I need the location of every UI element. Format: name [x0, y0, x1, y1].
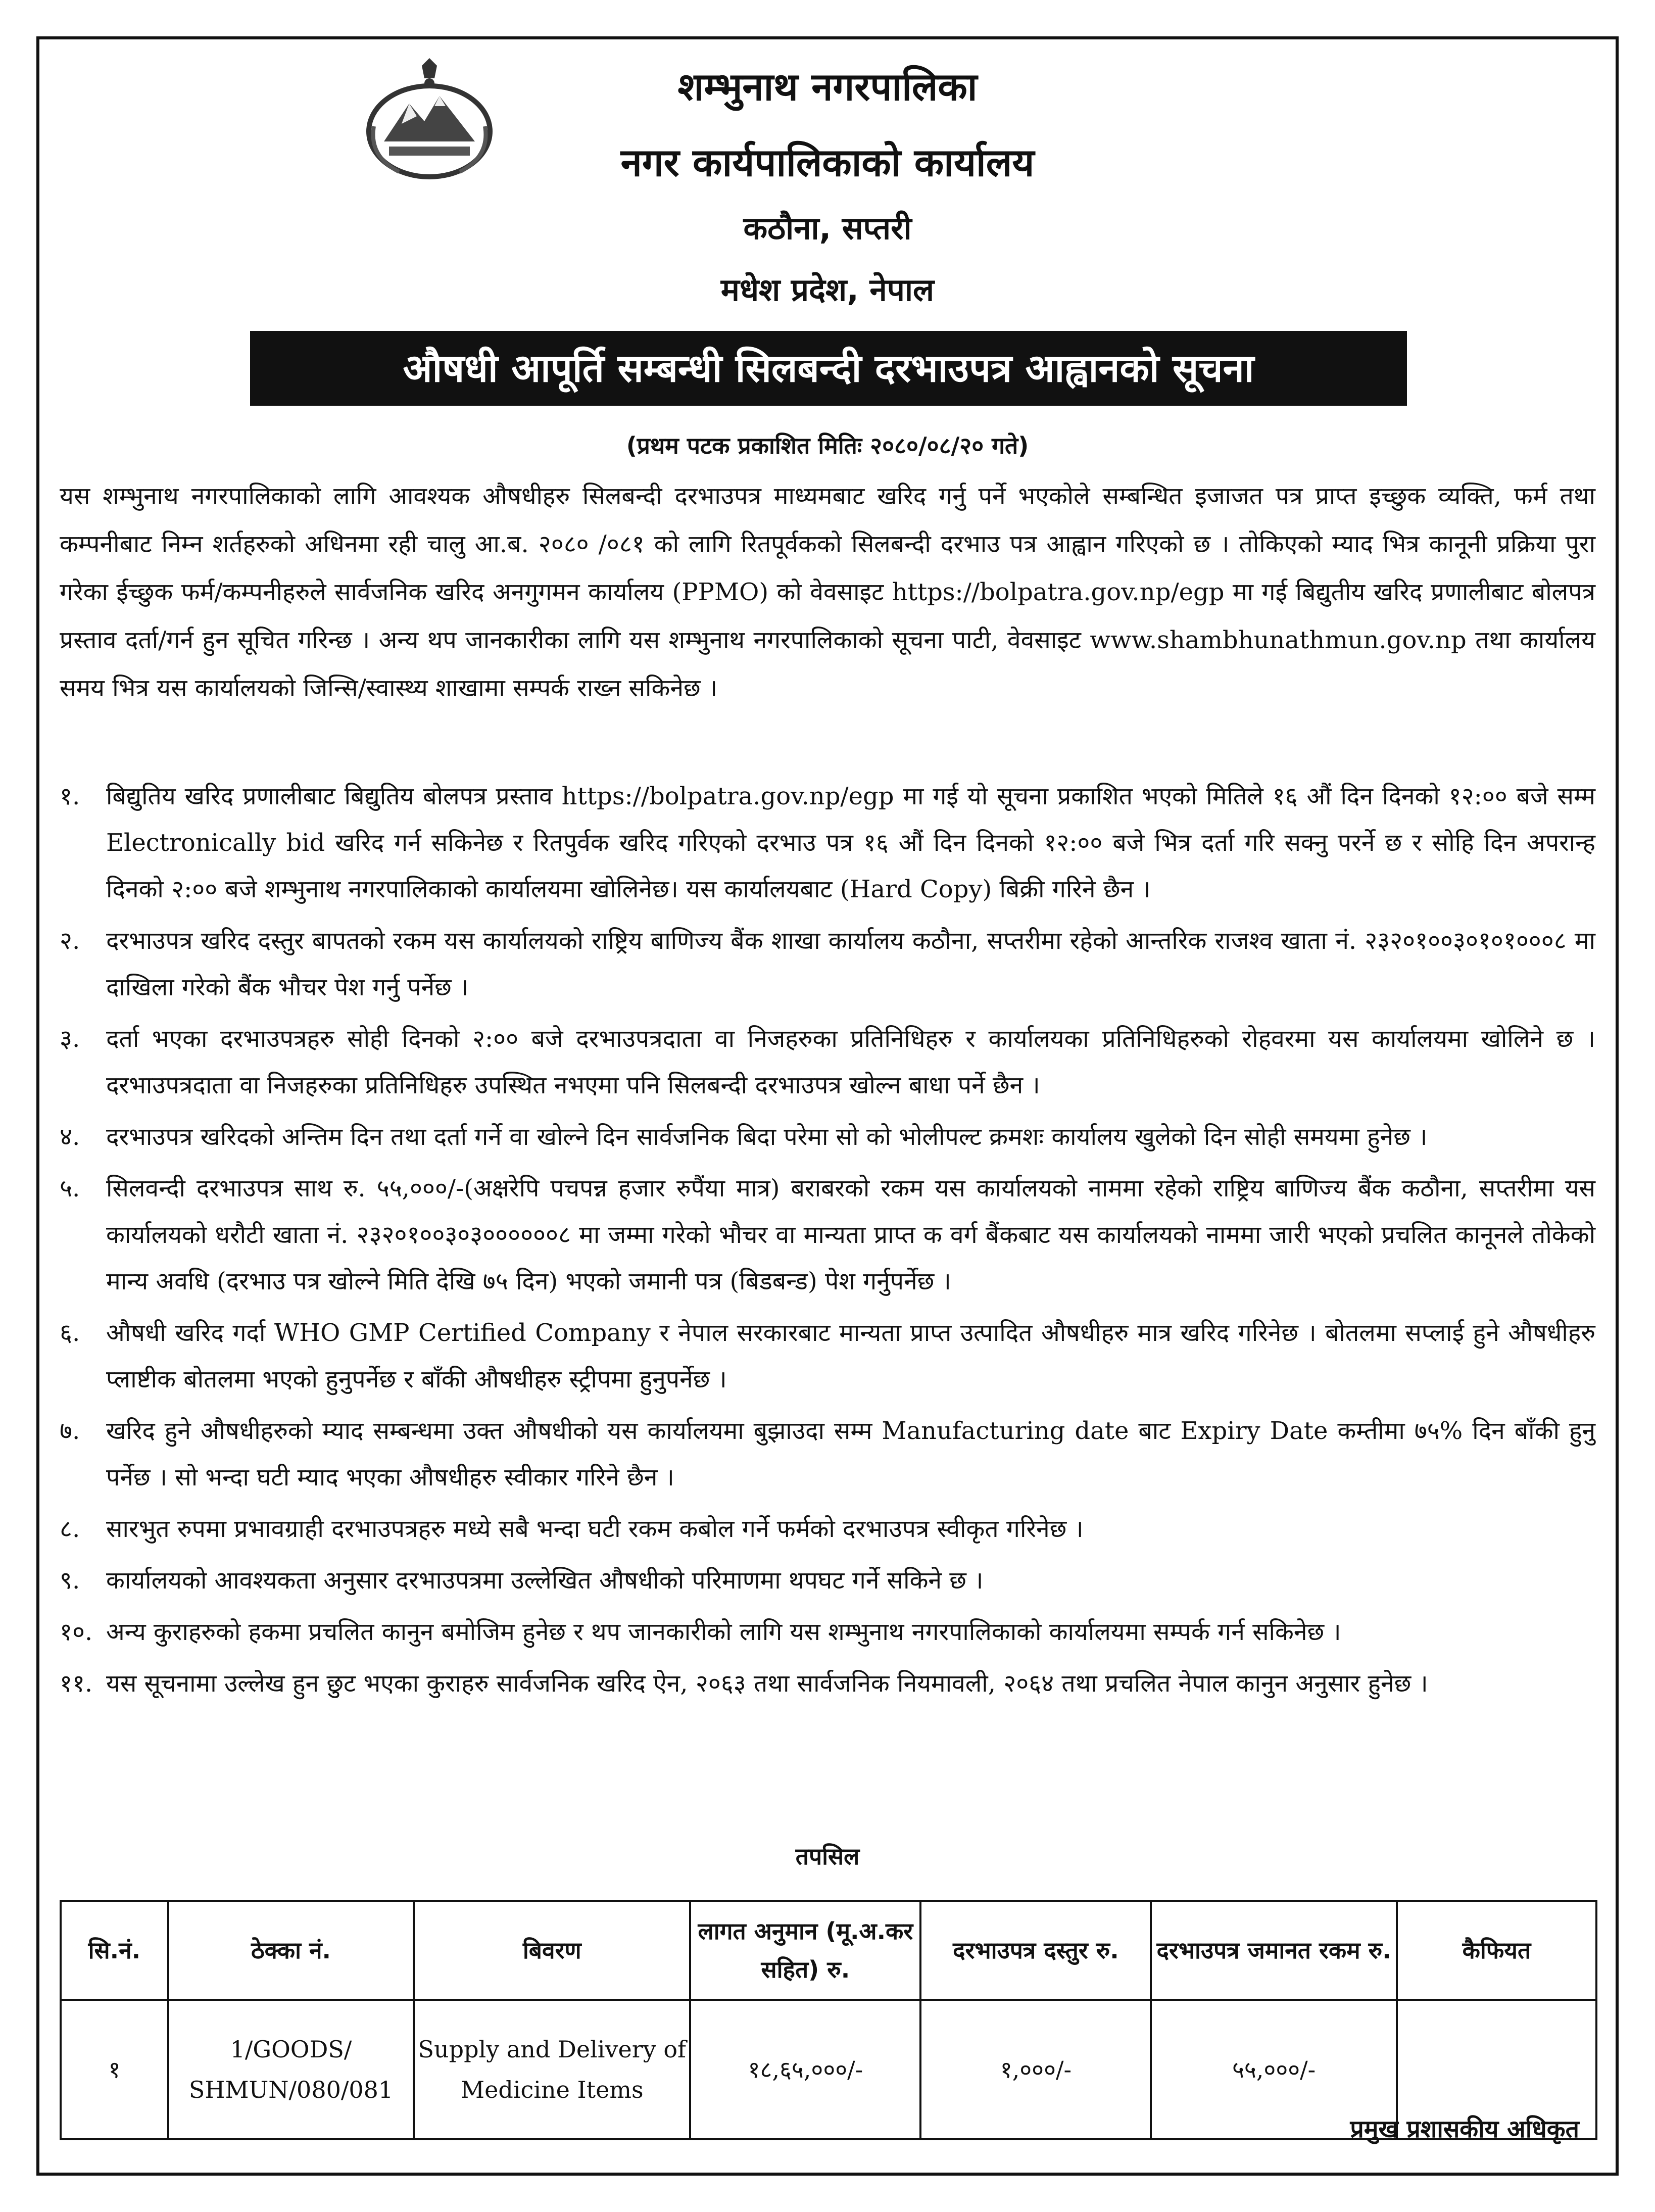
condition-number: ४. [60, 1123, 80, 1151]
office-name: नगर कार्यपालिकाको कार्यालय [620, 140, 1035, 185]
condition-text: यस सूचनामा उल्लेख हुन छुट भएका कुराहरु सार्वजनिक खरिद ऐन, २०६३ तथा सार्वजनिक नियमावली, २०६४ तथा प्रचलित नेपाल कानुन अनुसार हुनेछ । [106, 1669, 1428, 1698]
condition-number: ३. [60, 1025, 80, 1053]
condition-item [60, 1114, 1595, 1160]
condition-item [60, 1660, 1595, 1707]
condition-text: दर्ता भएका दरभाउपत्रहरु सोही दिनको २:०० बजे दरभाउपत्रदाता वा निजहरुका प्रतिनिधिहरु र कार्यालयका प्रतिनिधिहरुको रोहवरमा यस कार्यालयमा खोलिने छ । दरभाउपत्रदाता वा निजहरुका प्रतिनिधिहरु उपस्थित नभएमा पनि सिलबन्दी दरभाउपत्र खोल्न बाधा पर्ने छैन । [106, 1025, 1595, 1099]
condition-text: बिद्युतिय खरिद प्रणालीबाट बिद्युतिय बोलपत्र प्रस्ताव https://bolpatra.gov.np/egp मा गई यो सूचना प्रकाशित भएको मितिले १६ औं दिन दिनको १२:०० बजे सम्म Electronically bid खरिद गर्न सकिनेछ र रितपुर्वक खरिद गरिएको दरभाउ पत्र १६ औं दिन दिनको १२:०० बजे भित्र दर्ता गरि सक्नु परर्ने छ र सोहि दिन अपरान्ह दिनको २:०० बजे शम्भुनाथ नगरपालिकाको कार्यालयमा खोलिनेछ। यस कार्यालयबाट (Hard Copy) बिक्री गरिने छैन । [106, 782, 1596, 903]
condition-number: ११. [60, 1669, 93, 1698]
cell-contract-no: 1/GOODS/ SHMUN/080/081 [168, 2000, 414, 2139]
condition-text: दरभाउपत्र खरिदको अन्तिम दिन तथा दर्ता गर्ने वा खोल्ने दिन सार्वजनिक बिदा परेमा सो को भोलीपल्ट क्रमशः कार्यालय खुलेको दिन सोही समयमा हुनेछ । [106, 1123, 1428, 1151]
condition-text: औषधी खरिद गर्दा WHO GMP Certified Company र नेपाल सरकारबाट मान्यता प्राप्त उत्पादित औषधीहरु मात्र खरिद गरिनेछ । बोतलमा सप्लाई हुने औषधीहरु प्लाष्टीक बोतलमा भएको हुनुपर्नेछ र बाँकी औषधीहरु स्ट्रीपमा हुनुपर्नेछ । [106, 1319, 1595, 1393]
condition-item [60, 918, 1595, 1011]
condition-item [60, 1557, 1595, 1604]
condition-number: ५. [60, 1174, 80, 1203]
province-country: मधेश प्रदेश, नेपाल [720, 271, 935, 308]
header-sn: सि.नं. [61, 1901, 168, 2000]
condition-item [60, 1506, 1595, 1552]
cell-bid-security: ५५,०००/- [1151, 2000, 1396, 2139]
condition-text: दरभाउपत्र खरिद दस्तुर बापतको रकम यस कार्यालयको राष्ट्रिय बाणिज्य बैंक शाखा कार्यालय कठौना, सप्तरीमा रहेको आन्तरिक राजश्व खाता नं. २३२०१००३०१०१०००८ मा दाखिला गरेको बैंक भौचर पेश गर्नु पर्नेछ । [106, 927, 1595, 1001]
header-bid-security: दरभाउपत्र जमानत रकम रु. [1151, 1901, 1396, 2000]
cell-description: Supply and Delivery of Medicine Items [414, 2000, 690, 2139]
condition-text: कार्यालयको आवश्यकता अनुसार दरभाउपत्रमा उल्लेखित औषधीको परिमाणमा थपघट गर्ने सकिने छ । [106, 1566, 984, 1595]
condition-number: ६. [60, 1319, 80, 1347]
schedule-table [60, 1900, 1597, 2140]
publication-date-note: (प्रथम पटक प्रकाशित मितिः २०८०/०८/२० गते) [626, 432, 1029, 459]
condition-number: ७. [60, 1417, 80, 1445]
header-cost-estimate: लागत अनुमान (मू.अ.कर सहित) रु. [690, 1901, 920, 2000]
condition-number: १. [60, 782, 80, 810]
condition-number: २. [60, 927, 80, 955]
office-location: कठौना, सप्तरी [743, 210, 912, 247]
condition-text: खरिद हुने औषधीहरुको म्याद सम्बन्धमा उक्त औषधीको यस कार्यालयमा बुझाउदा सम्म Manufacturing date बाट Expiry Date कम्तीमा ७५% दिन बाँकी हुनु पर्नेछ । सो भन्दा घटी म्याद भएका औषधीहरु स्वीकार गरिने छैन । [106, 1417, 1595, 1492]
condition-number: १०. [60, 1618, 93, 1646]
table-header-row [61, 1901, 1596, 2000]
header-bid-fee: दरभाउपत्र दस्तुर रु. [920, 1901, 1151, 2000]
conditions-list [60, 773, 1595, 1712]
condition-item [60, 1310, 1595, 1403]
condition-item [60, 1609, 1595, 1655]
condition-text: सारभुत रुपमा प्रभावग्राही दरभाउपत्रहरु मध्ये सबै भन्दा घटी रकम कबोल गर्ने फर्मको दरभाउपत्र स्वीकृत गरिनेछ । [106, 1515, 1084, 1543]
intro-paragraph: यस शम्भुनाथ नगरपालिकाको लागि आवश्यक औषधीहरु सिलबन्दी दरभाउपत्र माध्यमबाट खरिद गर्नु पर्ने भएकोले सम्बन्धित इजाजत पत्र प्राप्त इच्छुक व्यक्ति, फर्म तथा कम्पनीबाट निम्न शर्तहरुको अधिनमा रही चालु आ.ब. २०८० /०८१ को लागि रितपूर्वकको सिलबन्दी दरभाउ पत्र आह्वान गरिएको छ । तोकिएको म्याद भित्र कानूनी प्रक्रिया पुरा गरेका ईच्छुक फर्म/कम्पनीहरुले सार्वजनिक खरिद अनगुगमन कार्यालय (PPMO) को वेवसाइट https://bolpatra.gov.np/egp मा गई बिद्युतीय खरिद प्रणालीबाट बोलपत्र प्रस्ताव दर्ता/गर्न हुन सूचित गरिन्छ । अन्य थप जानकारीका लागि यस शम्भुनाथ नगरपालिकाको सूचना पाटी, वेवसाइट www.shambhunathmun.gov.np तथा कार्यालय समय भित्र यस कार्यालयको जिन्सि/स्वास्थ्य शाखामा सम्पर्क राख्न सकिनेछ । [60, 482, 1595, 702]
condition-item [60, 1016, 1595, 1109]
condition-text: सिलवन्दी दरभाउपत्र साथ रु. ५५,०००/-(अक्षरेपि पचपन्न हजार रुपैंया मात्र) बराबरको रकम यस कार्यालयको नाममा रहेको राष्ट्रिय बाणिज्य बैंक कठौना, सप्तरीमा यस कार्यालयको धरौटी खाता नं. २३२०१००३०३००००००८ मा जम्मा गरेको भौचर वा मान्यता प्राप्त क वर्ग बैंकबाट यस कार्यालयको नाममा जारी भएको प्रचलित कानूनले तोकेको मान्य अवधि (दरभाउ पत्र खोल्ने मिति देखि ७५ दिन) भएको जमानी पत्र (बिडबन्ड) पेश गर्नुपर्नेछ । [106, 1174, 1595, 1295]
condition-item [60, 1165, 1595, 1305]
condition-number: ८. [60, 1515, 80, 1543]
condition-number: ९. [60, 1566, 80, 1595]
header-description: बिवरण [414, 1901, 690, 2000]
cell-cost-estimate: १८,६५,०००/- [690, 2000, 920, 2139]
schedule-title: तपसिल [795, 1843, 860, 1870]
condition-text: अन्य कुराहरुको हकमा प्रचलित कानुन बमोजिम हुनेछ र थप जानकारीको लागि यस शम्भुनाथ नगरपालिकाको कार्यालयमा सम्पर्क गर्न सकिनेछ । [106, 1618, 1341, 1646]
condition-item [60, 1408, 1595, 1501]
header-remarks: कैफियत [1397, 1901, 1596, 2000]
cell-sn: १ [61, 2000, 168, 2139]
signatory-title: प्रमुख प्रशासकीय अधिकृत [1350, 2115, 1579, 2143]
condition-item [60, 773, 1595, 912]
cell-bid-fee: १,०००/- [920, 2000, 1151, 2139]
header-contract-no: ठेक्का नं. [168, 1901, 414, 2000]
municipality-name: शम्भुनाथ नगरपालिका [677, 64, 978, 109]
notice-title: औषधी आपूर्ति सम्बन्धी सिलबन्दी दरभाउपत्र आह्वानको सूचना [250, 331, 1407, 406]
